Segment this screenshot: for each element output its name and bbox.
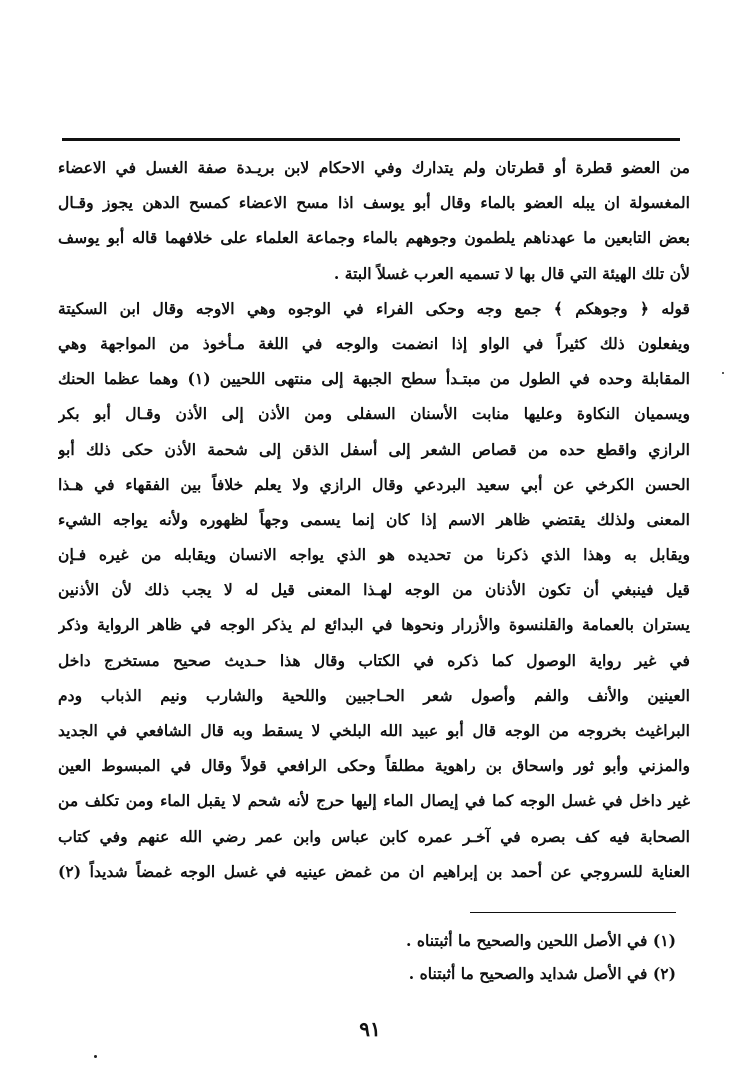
- body-line-18: والمزني وأبو ثور واسحاق بن راهوية مطلقاً وحكى الرافعي قولاً وقال في المبسوط العين: [58, 756, 690, 776]
- body-line-15: في غير رواية الوصول كما ذكره في الكتاب وقال هذا حـديث صحيح مستخرج داخل: [58, 650, 690, 670]
- footnote-2: (٢) في الأصل شدايد والصحيح ما أثبتناه .: [408, 964, 676, 983]
- body-line-8: ويسميان النكاوة وعليها منابت الأسنان السفلى ومن الأذن إلى الأذن وقـال أبو بكر: [58, 404, 690, 424]
- body-line-2: المغسولة ان يبله العضو بالماء وقال أبو يوسف اذا مسح الاعضاء كمسح الدهن يجوز وقـال: [58, 193, 690, 213]
- scan-speck: [94, 1055, 97, 1058]
- body-line-19: غير داخل في غسل الوجه كما في إيصال الماء إليها حرج لأنه شحم لا يقبل الماء ومن تكلف من: [58, 791, 690, 811]
- body-line-5: قوله ﴿ وجوهكم ﴾ جمع وجه وحكى الفراء في الوجوه وهي الاوجه وقال ابن السكيتة: [58, 298, 690, 318]
- header-rule: [62, 138, 680, 141]
- body-line-16: العينين والأنف والفم وأصول شعر الحـاجبين واللحية والشارب ونيم الذباب ودم: [58, 685, 690, 705]
- footnotes: [300, 924, 676, 990]
- body-text: [58, 150, 690, 889]
- body-line-9: الرازي واقطع حده من قصاص الشعر إلى أسفل الذقن إلى شحمة الأذن حكى ذلك أبو: [58, 439, 690, 459]
- body-line-11: المعنى ولذلك يقتضي ظاهر الاسم إذا كان إنما يسمى وجهاً لظهوره ولأنه يواجه الشيء: [58, 509, 690, 529]
- body-line-21: العناية للسروجي عن أحمد بن إبراهيم ان من غمض عينيه في غسل الوجه غمضاً شديداً (٢): [58, 861, 690, 881]
- body-line-7: المقابلة وحده في الطول من مبتـدأ سطح الجبهة إلى منتهى اللحيين (١) وهما عظما الحنك: [58, 369, 690, 389]
- body-line-3: بعض التابعين ما عهدناهم يلطمون وجوههم بالماء وجماعة العلماء على خلافهما قاله أبو يوسف: [58, 228, 690, 248]
- body-line-17: البراغيث بخروجه من الوجه قال أبو عبيد الله البلخي لا يسقط وبه قال الشافعي في الجديد: [58, 721, 690, 740]
- body-line-20: الصحابة فيه كف بصره في آخـر عمره كابن عباس وابن عمر رضي الله عنهم وفي كتاب: [58, 826, 690, 846]
- page-number: ٩١: [359, 1017, 381, 1041]
- body-line-4: لأن تلك الهيئة التي قال بها لا تسميه العرب غسلاً البتة .: [333, 263, 690, 283]
- footnote-rule: [470, 912, 676, 913]
- body-line-6: ويفعلون ذلك كثيراً في الواو إذا انضمت والوجه في اللغة مـأخوذ من المواجهة وهي: [58, 333, 690, 353]
- body-line-10: الحسن الكرخي عن أبي سعيد البردعي وقال الرازي ولا يعلم خلافاً بين الفقهاء في هـذا: [58, 474, 690, 494]
- body-line-12: ويقابل به وهذا الذي ذكرنا من تحديده هو الذي يواجه الانسان ويقابله من غيره فـإن: [58, 545, 690, 565]
- body-line-13: قيل فينبغي أن تكون الأذنان من الوجه لهـذا المعنى قيل له لا يجب ذلك لأن الأذنين: [58, 580, 690, 600]
- footnote-1: (١) في الأصل اللحين والصحيح ما أثبتناه .: [406, 931, 676, 950]
- body-line-1: من العضو قطرة أو قطرتان ولم يتدارك وفي الاحكام لابن بريـدة صفة الغسل في الاعضاء: [58, 158, 690, 177]
- scan-speck: [722, 372, 724, 374]
- body-line-14: يستران بالعمامة والقلنسوة والأزرار ونحوها في البدائع لم يذكر الوجه في ظاهر الرواية وذكر: [58, 615, 690, 635]
